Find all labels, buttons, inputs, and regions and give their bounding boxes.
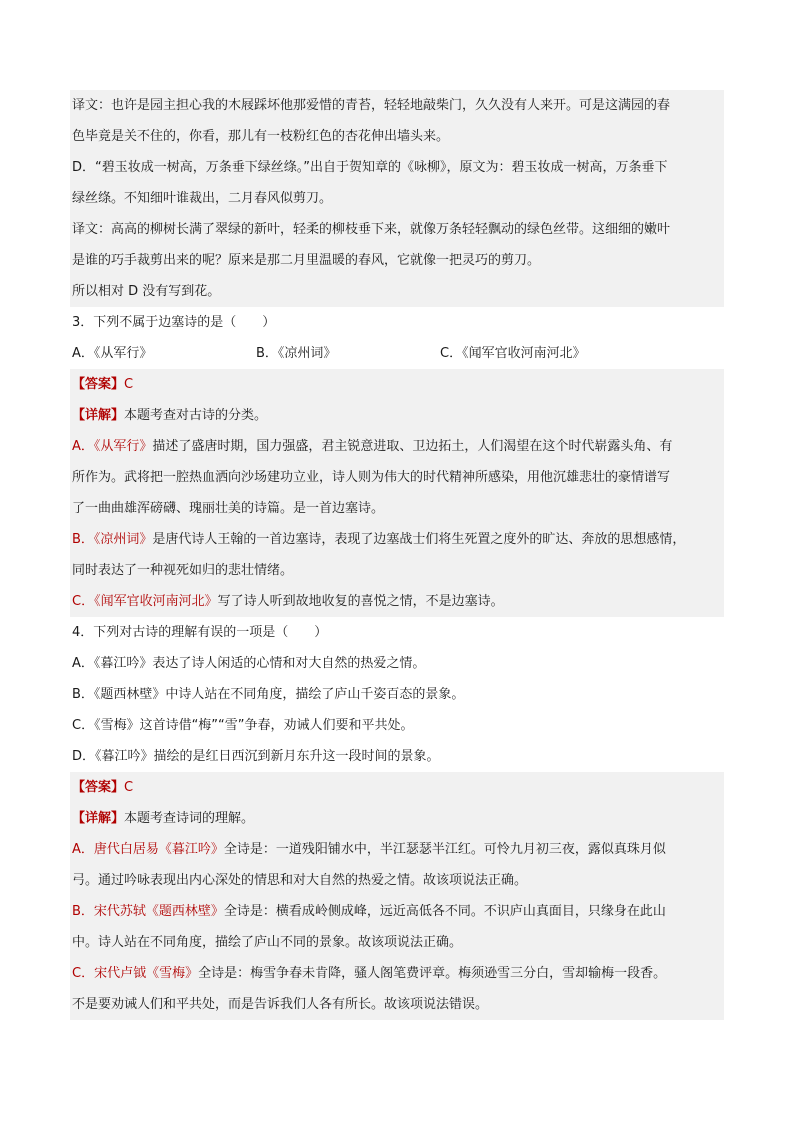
text-line: 所以相对 D 没有写到花。	[72, 284, 221, 299]
answer-label: 【答案】	[72, 377, 125, 392]
q4-analysis-c: 不是要劝诫人们和平共处，而是告诉我们人各有所长。故该项说法错误。	[72, 997, 489, 1012]
q3-answer	[70, 369, 724, 400]
q4-analysis-b: B．宋代苏轼《题西林壁》全诗是：横看成岭侧成峰，远近高低各不同。不识庐山真面目，只缘身在此山	[72, 904, 666, 919]
q3-analysis-a: A．《从军行》描述了盛唐时期，国力强盛，君主锐意进取、卫边拓土，人们渴望在这个时代崭露头角、有	[72, 439, 673, 454]
q3-stem: 3．下列不属于边塞诗的是（ ）	[72, 315, 276, 330]
q4-option-d: D．《暮江吟》描绘的是红日西沉到新月东升这一段时间的景象。	[72, 749, 440, 764]
text-line: 译文：也许是园主担心我的木屐踩坏他那爱惜的青苔，轻轻地敲柴门，久久没有人来开。可是这满园的春	[72, 98, 671, 113]
q4-option-a: A．《暮江吟》表达了诗人闲适的心情和对大自然的热爱之情。	[72, 656, 426, 671]
q4-stem: 4．下列对古诗的理解有误的一项是（ ）	[72, 625, 328, 640]
text-line: 色毕竟是关不住的，你看，那儿有一枝粉红色的杏花伸出墙头来。	[72, 129, 450, 144]
q3-analysis-a: 所作为。武将把一腔热血洒向沙场建功立业，诗人则为伟大的时代精神所感染，用他沉雄悲壮的豪情谱写	[72, 470, 671, 485]
q3-option-a: A．《从军行》	[72, 346, 153, 361]
q3-option-b: B．《凉州词》	[256, 346, 337, 361]
q4-analysis-a: 弓。通过吟咏表现出内心深处的情思和对大自然的热爱之情。故该项说法正确。	[72, 873, 528, 888]
answer-value: C	[124, 780, 134, 795]
detail-text: 本题考查对古诗的分类。	[124, 408, 268, 423]
q4-analysis-c: C．宋代卢钺《雪梅》全诗是：梅雪争春未肯降，骚人阁笔费评章。梅须逊雪三分白，雪却输梅一段香。	[72, 966, 667, 981]
answer-value: C	[124, 377, 134, 392]
detail-label: 【详解】	[72, 408, 125, 423]
text-line: 绿丝绦。不知细叶谁裁出，二月春风似剪刀。	[72, 191, 333, 206]
answer-label: 【答案】	[72, 780, 125, 795]
analysis-option-marker: C．《闻军官收河南河北》	[72, 594, 218, 609]
analysis-option-marker: B．宋代苏轼《题西林壁》	[72, 904, 224, 919]
q4-option-c: C．《雪梅》这首诗借“梅”“雪”争春，劝诫人们要和平共处。	[72, 718, 414, 733]
q4-answer-block	[70, 772, 724, 1020]
q3-analysis-a: 了一曲曲雄浑磅礴、瑰丽壮美的诗篇。是一首边塞诗。	[72, 501, 385, 516]
document-content	[70, 90, 724, 1020]
q4-detail	[70, 803, 724, 834]
analysis-option-marker: C．宋代卢钺《雪梅》	[72, 966, 199, 981]
q3-options	[70, 338, 724, 369]
q2-explanation-block	[70, 90, 724, 307]
analysis-option-marker: B．《凉州词》	[72, 532, 153, 547]
analysis-option-marker: A．《从军行》	[72, 439, 153, 454]
analysis-option-marker: A．唐代白居易《暮江吟》	[72, 842, 224, 857]
q4-analysis-b: 中。诗人站在不同角度，描绘了庐山不同的景象。故该项说法正确。	[72, 935, 463, 950]
text-line: 是谁的巧手裁剪出来的呢？原来是那二月里温暖的春风，它就像一把灵巧的剪刀。	[72, 253, 541, 268]
q3-analysis-b: B．《凉州词》是唐代诗人王翰的一首边塞诗，表现了边塞战士们将生死置之度外的旷达、奔放的思想感情，	[72, 532, 686, 547]
q3-option-c: C．《闻军官收河南河北》	[440, 346, 586, 361]
q4-analysis-a: A．唐代白居易《暮江吟》全诗是：一道残阳铺水中，半江瑟瑟半江红。可怜九月初三夜，露似真珠月似	[72, 842, 666, 857]
q4-answer	[70, 772, 724, 803]
q3-detail	[70, 400, 724, 431]
detail-label: 【详解】	[72, 811, 125, 826]
q3-answer-block	[70, 369, 724, 617]
q3-analysis-c: C．《闻军官收河南河北》写了诗人听到故地收复的喜悦之情，不是边塞诗。	[72, 594, 504, 609]
detail-text: 本题考查诗词的理解。	[124, 811, 255, 826]
q4-option-b: B．《题西林壁》中诗人站在不同角度，描绘了庐山千姿百态的景象。	[72, 687, 465, 702]
text-line: 译文：高高的柳树长满了翠绿的新叶，轻柔的柳枝垂下来，就像万条轻轻飘动的绿色丝带。这细细的嫩叶	[72, 222, 671, 237]
q3-analysis-b: 同时表达了一种视死如归的悲壮情绪。	[72, 563, 294, 578]
text-line: D．“碧玉妆成一树高，万条垂下绿丝绦。”出自于贺知章的《咏柳》，原文为：碧玉妆成一树高，万条垂下	[72, 160, 668, 175]
